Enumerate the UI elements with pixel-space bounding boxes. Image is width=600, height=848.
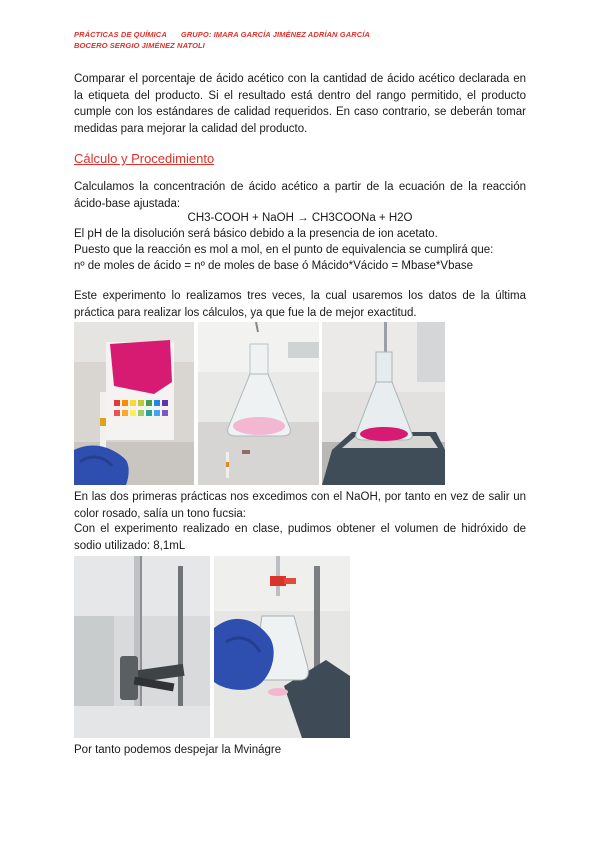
ph-statement: El pH de la disolución será básico debido a la presencia de ion acetato. [74, 228, 438, 240]
ph-indicator-strip-photo [74, 322, 194, 485]
conclusion-line: Por tanto podemos despejar la Mvinágre [74, 744, 282, 756]
header-course: PRÁCTICAS DE QUÍMICA [74, 30, 167, 39]
header-group: GRUPO: IMARA GARCÍA JIMÉNEZ ADRÍAN GARCÍA [180, 30, 370, 39]
erlenmeyer-fuchsia-solution-photo [322, 322, 445, 485]
volume-paragraph: Con el experimento realizado en clase, pudimos obtener el volumen de hidróxido de sodio utilizado: 8,1mL [74, 523, 526, 552]
header-line-2: BOCERO SERGIO JIMÉNEZ NATOLI [74, 41, 205, 50]
calc-intro: Calculamos la concentración de ácido acético a partir de la ecuación de la reacción ácido-base ajustada: [74, 181, 526, 210]
reaction-equation: CH3-COOH + NaOH → CH3COONa + H2O [187, 212, 413, 224]
section-title: Cálculo y Procedimiento [74, 151, 215, 166]
titration-flask-photo [214, 556, 350, 738]
equivalence-statement: Puesto que la reacción es mol a mol, en el punto de equivalencia se cumplirá que: [74, 244, 494, 256]
burette-clamp-photo [74, 556, 210, 738]
moles-equation: nº de moles de ácido = nº de moles de base ó Mácido*Vácido = Mbase*Vbase [74, 260, 474, 272]
experiment-paragraph: Este experimento lo realizamos tres veces, la cual usaremos los datos de la última práctica para realizar los cálculos, ya que fue la de mejor exactitud. [74, 290, 526, 319]
header-line-1 [74, 30, 370, 39]
excess-paragraph: En las dos primeras prácticas nos excedimos con el NaOH, por tanto en vez de salir un color rosado, salía un tono fucsia: [74, 491, 526, 520]
intro-paragraph: Comparar el porcentaje de ácido acético con la cantidad de ácido acético declarada en la etiqueta del producto. Si el resultado está dentro del rango permitido, el producto cumple con los estándares de calidad requeridos. En caso contrario, se deberán tomar medidas para mejorar la calidad del producto. [74, 73, 526, 135]
erlenmeyer-pink-solution-photo [198, 322, 319, 485]
